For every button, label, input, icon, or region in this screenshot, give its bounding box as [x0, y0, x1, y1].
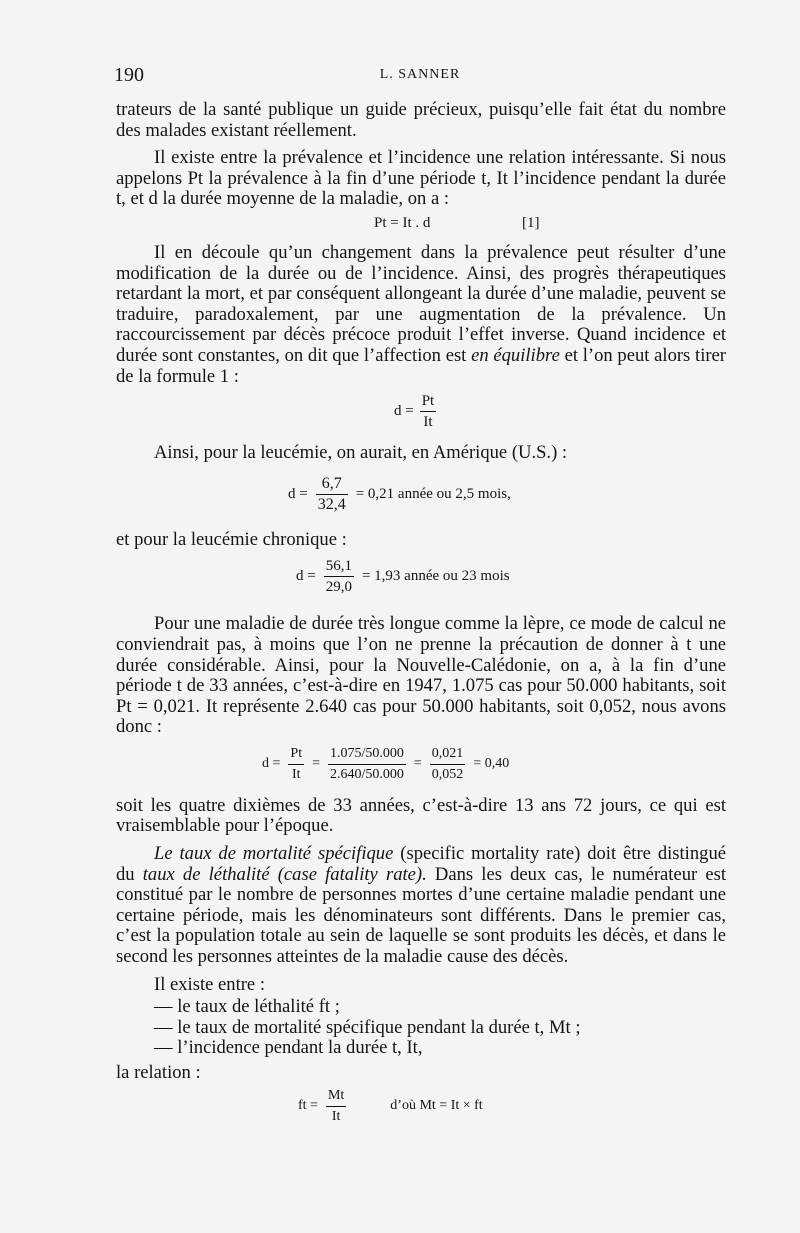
equation-2-num: Pt — [421, 393, 435, 410]
equation-3-rhs: = 0,21 année ou 2,5 mois, — [355, 485, 511, 502]
equation-2 — [116, 389, 726, 437]
equation-3-den: 32,4 — [317, 495, 346, 513]
list-item-1: — le taux de léthalité ft ; — [154, 996, 340, 1018]
equation-5-f2-num: 1.075/50.000 — [330, 745, 404, 761]
equation-5-f3-den: 0,052 — [431, 766, 464, 782]
equation-4 — [116, 552, 726, 608]
paragraph-3 — [116, 243, 726, 387]
equation-5-f3-num: 0,021 — [431, 745, 464, 761]
equation-5-lhs: d = — [262, 756, 281, 772]
equation-1-ref: [1] — [522, 214, 540, 231]
equation-5-equals-1: = — [312, 756, 320, 772]
equation-5-fraction-3 — [430, 744, 466, 785]
paragraph-3-b: et l’on peut alors tirer de la formule 1 : — [116, 344, 727, 387]
paragraph-9: Il existe entre : — [154, 973, 265, 995]
equation-6-den: It — [331, 1108, 341, 1124]
page-header — [114, 64, 726, 90]
equation-4-fraction — [324, 556, 354, 597]
equation-6-num: Mt — [327, 1087, 345, 1103]
equation-1 — [116, 210, 726, 236]
running-title: L. SANNER — [379, 67, 461, 82]
equation-4-rhs: = 1,93 année ou 23 mois — [361, 568, 510, 585]
paragraph-8-text-2: Dans les deux cas, le numérateur est constitué par le nombre de personnes mortes d’une certaine maladie pendant une certaine période, mais les dénominateurs sont différents. Dans le premier cas, c’est la population totale au sein de laquelle se sont produits les décès, et dans le second les personnes atteintes de la maladie cause des décès. — [116, 863, 726, 968]
equation-4-num: 56,1 — [325, 558, 352, 575]
paragraph-1: trateurs de la santé publique un guide précieux, puisqu’elle fait état du nombre des malades existant réellement. — [116, 99, 726, 141]
equation-2-den: It — [423, 414, 433, 431]
equation-6-lhs: ft = — [298, 1098, 318, 1114]
equation-5-fraction-1 — [288, 744, 304, 785]
paragraph-3-a: Il en découle qu’un changement dans la prévalence peut résulter d’une modification de la durée ou de l’incidence. Ainsi, des progrès thérapeutiques retardant la mort, et par conséquent allongeant la durée d’une maladie, peuvent se traduire, paradoxalement, par une augmentation de la prévalence. Un raccourcissement par décès précoce produit l’effet inverse. Quand incidence et durée sont constantes, on dit que l’affection est — [116, 241, 726, 366]
page-body — [116, 100, 726, 1134]
equation-5-rhs: = 0,40 — [473, 756, 510, 772]
paragraph-8-italic-1: Le taux de mortalité spécifique — [154, 843, 394, 865]
equation-5-f1-num: Pt — [290, 745, 303, 761]
paragraph-2: Il existe entre la prévalence et l’incidence une relation intéressante. Si nous appelons Pt la prévalence à la fin d’une période t, It l’incidence pendant la durée t, et d la durée moyenne de la maladie, on a : — [116, 147, 726, 210]
equation-5-f2-den: 2.640/50.000 — [330, 766, 404, 782]
paragraph-8-italic-2: taux de léthalité (case fatality rate). — [142, 863, 427, 885]
equation-5-equals-2: = — [413, 756, 422, 772]
equation-4-den: 29,0 — [325, 579, 352, 596]
list-item-3: — l’incidence pendant la durée t, It, — [154, 1037, 423, 1059]
equation-3 — [116, 468, 726, 526]
paragraph-8 — [116, 844, 726, 968]
equation-2-lhs: d = — [394, 403, 414, 420]
equation-5-fraction-2 — [328, 744, 406, 785]
paragraph-6: Pour une maladie de durée très longue comme la lèpre, ce mode de calcul ne conviendrait pas, à moins que l’on ne prenne la précaution de donner à t une durée considérable. Ainsi, pour la Nouvelle-Calédonie, on a, à la fin d’une période t de 33 années, c’est-à-dire en 1947, 1.075 cas pour 50.000 habitants, soit Pt = 0,021. It représente 2.640 cas pour 50.000 habitants, soit 0,052, nous avons donc : — [116, 613, 726, 738]
equation-5-f1-den: It — [291, 766, 301, 782]
paragraph-8-text-1: (specific mortality rate) doit être distingué du — [116, 843, 726, 885]
equation-3-num: 6,7 — [321, 474, 342, 492]
equation-1-text: Pt = It . d — [374, 214, 431, 231]
list-item-2: — le taux de mortalité spécifique pendant la durée t, Mt ; — [154, 1016, 581, 1038]
equation-3-fraction — [316, 474, 348, 515]
paragraph-10: la relation : — [116, 1062, 201, 1083]
paragraph-7: soit les quatre dixièmes de 33 années, c’est-à-dire 13 ans 72 jours, ce qui est vraisemblable pour l’époque. — [116, 794, 726, 837]
equation-6 — [116, 1084, 726, 1134]
equation-3-lhs: d = — [288, 485, 308, 502]
equation-5 — [116, 740, 726, 792]
paragraph-5: et pour la leucémie chronique : — [116, 528, 347, 550]
page-number: 190 — [114, 64, 144, 86]
equation-4-lhs: d = — [296, 568, 316, 585]
paragraph-3-italic: en équilibre — [471, 344, 560, 366]
equation-6-rhs: d’où Mt = It × ft — [390, 1098, 483, 1114]
equation-6-fraction — [326, 1086, 346, 1127]
paragraph-4: Ainsi, pour la leucémie, on aurait, en Amérique (U.S.) : — [154, 442, 568, 464]
equation-2-fraction — [420, 391, 437, 432]
